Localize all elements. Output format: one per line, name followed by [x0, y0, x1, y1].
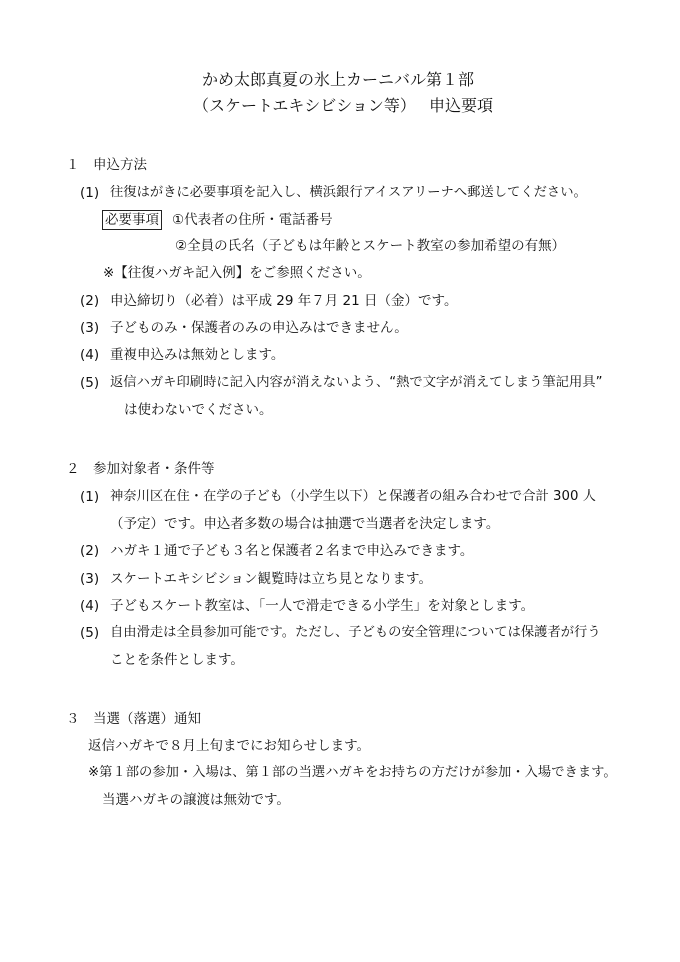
required-item-2: ②全員の氏名（子どもは年齢とスケート教室の参加希望の有無）: [175, 238, 566, 254]
title-line-2: （スケートエキシビション等） 申込要項: [193, 96, 493, 115]
s3-line-2: ※第１部の参加・入場は、第１部の当選ハガキをお持ちの方だけが参加・入場できます。: [88, 765, 617, 780]
s1-item-5-text-line-2: は使わないでください。: [124, 402, 273, 418]
required-items-label: 必要事項: [102, 210, 162, 230]
s1-item-4-number: (4): [80, 347, 100, 363]
s1-item-5-text-line-1: 返信ハガキ印刷時に記入内容が消えないよう、“熱で文字が消えてしまう筆記用具”: [110, 375, 603, 390]
s1-note: ※【往復ハガキ記入例】をご参照ください。: [103, 265, 371, 281]
s2-item-5-text-line-2: ことを条件とします。: [110, 652, 244, 668]
s1-item-1-number: (1): [80, 185, 100, 201]
s1-item-4-text: 重複申込みは無効とします。: [110, 347, 285, 363]
s2-item-1-text-line-1: 神奈川区在住・在学の子ども（小学生以下）と保護者の組み合わせで合計 300 人: [110, 489, 596, 504]
s2-item-2-number: (2): [80, 543, 100, 559]
section-1-heading: １ 申込方法: [66, 157, 147, 173]
s1-item-3-text: 子どものみ・保護者のみの申込みはできません。: [110, 320, 408, 336]
s2-item-4-number: (4): [80, 598, 100, 614]
s2-item-4-text: 子どもスケート教室は、「一人で滑走できる小学生」を対象とします。: [110, 598, 535, 614]
s1-item-2-text: 申込締切り（必着）は平成 29 年７月 21 日（金）です。: [110, 293, 458, 309]
section-3-heading: ３ 当選（落選）通知: [66, 711, 201, 727]
title-line-1: かめ太郎真夏の氷上カーニバル第１部: [202, 70, 475, 89]
s1-item-2-number: (2): [80, 293, 100, 309]
s2-item-5-text-line-1: 自由滑走は全員参加可能です。ただし、子どもの安全管理については保護者が行う: [110, 625, 601, 640]
s3-line-3: 当選ハガキの譲渡は無効です。: [102, 792, 290, 808]
s2-item-3-number: (3): [80, 571, 100, 587]
s1-item-1-text: 往復はがきに必要事項を記入し、横浜銀行アイスアリーナへ郵送してください。: [110, 185, 587, 200]
s2-item-3-text: スケートエキシビション観覧時は立ち見となります。: [110, 571, 432, 587]
s2-item-5-number: (5): [80, 625, 100, 641]
s1-item-5-number: (5): [80, 375, 100, 391]
s2-item-1-number: (1): [80, 489, 100, 505]
s1-item-3-number: (3): [80, 320, 100, 336]
required-item-1: ①代表者の住所・電話番号: [172, 212, 333, 228]
s2-item-2-text: ハガキ１通で子ども３名と保護者２名まで申込みできます。: [110, 543, 474, 559]
section-2-heading: ２ 参加対象者・条件等: [66, 461, 215, 477]
s2-item-1-text-line-2: （予定）です。申込者多数の場合は抽選で当選者を決定します。: [110, 516, 500, 532]
s3-line-1: 返信ハガキで８月上旬までにお知らせします。: [88, 738, 371, 754]
